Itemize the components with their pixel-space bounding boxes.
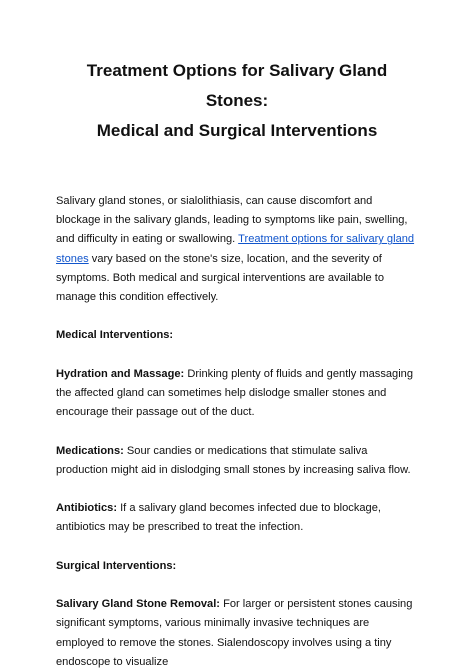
medical-item-medications xyxy=(56,442,418,480)
medical-interventions-heading: Medical Interventions: xyxy=(56,329,174,342)
intro-text-before-link: Salivary gland stones, or sialolithiasis, can cause discomfort and blockage in the salivary glands, leading to symptoms like pain, swelling, and difficulty in eating or swallowing. xyxy=(56,195,408,246)
surgical-item-stone-removal xyxy=(56,595,418,672)
surgical-item-label: Salivary Gland Stone Removal: xyxy=(56,598,220,611)
medical-item-antibiotics xyxy=(56,499,418,537)
medical-item-label: Medications: xyxy=(56,444,124,457)
surgical-item-text: For larger or persistent stones causing significant symptoms, various minimally invasive techniques are employed to remove the stones. Sialendoscopy involves using a tiny endoscope to visualize xyxy=(56,598,413,668)
treatment-options-link[interactable]: Treatment options for salivary gland stones xyxy=(56,233,415,265)
medical-item-label: Hydration and Massage: xyxy=(56,367,185,380)
medical-item-text: Sour candies or medications that stimulate saliva production might aid in dislodging small stones by increasing saliva flow. xyxy=(56,444,411,476)
medical-item-text: If a salivary gland becomes infected due to blockage, antibiotics may be prescribed to treat the infection. xyxy=(56,502,381,534)
intro-text-after-link: vary based on the stone's size, location, and the severity of symptoms. Both medical and surgical interventions are available to manage this condition effectively. xyxy=(56,252,385,304)
medical-item-label: Antibiotics: xyxy=(56,502,118,515)
intro-paragraph xyxy=(56,192,418,307)
document-title xyxy=(56,0,418,146)
medical-item-text: Drinking plenty of fluids and gently massaging the affected gland can sometimes help dislodge smaller stones and encourage their passage out of the duct. xyxy=(56,367,414,419)
surgical-interventions-heading: Surgical Interventions: xyxy=(56,559,177,572)
title-line-2: Medical and Surgical Interventions xyxy=(96,121,378,140)
title-line-1: Treatment Options for Salivary Gland Stones: xyxy=(86,61,388,110)
medical-item-hydration xyxy=(56,365,418,423)
